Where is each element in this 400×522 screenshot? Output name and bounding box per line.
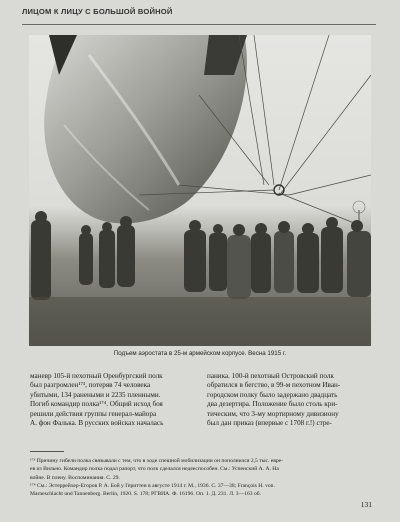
soldier-group (31, 211, 371, 300)
balloon-photograph (29, 35, 371, 346)
body-line: убитыми, 134 ранеными и 2235 пленными. (30, 390, 161, 399)
field-ground (29, 297, 371, 346)
body-line: был разгромлен¹⁷³, потеряв 74 человека (30, 381, 151, 390)
balloon-envelope (44, 35, 247, 223)
body-line: решили действия группы генерал-майора (30, 409, 157, 418)
body-line: городском полку было задержано двадцать (207, 390, 338, 399)
footnote-line: ев из Вильно. Командир полка подал рапорт, что полк сделался недееспособен. См.: Успенский А. А. На (30, 466, 279, 473)
footnotes (30, 457, 372, 498)
body-line: два дезертира. Положение было столь кри- (207, 400, 338, 409)
body-line: тическим, что 3-му мортирному дивизиону (207, 409, 339, 418)
body-column-left (30, 372, 193, 428)
body-column-right (207, 372, 370, 428)
body-line: Погиб командир полка¹⁷⁴. Общий исход боя (30, 400, 163, 409)
balloon-photo-illustration (29, 35, 371, 346)
page-number: 131 (360, 500, 372, 509)
header-rule (22, 24, 376, 25)
body-line: обратился в бегство, в 99-м пехотном Иван- (207, 381, 341, 390)
body-line: А. фон Фалька. В русских войсках началась (30, 419, 164, 428)
body-line: маневр 105-й пехотный Оренбургский полк (30, 372, 163, 380)
footnote-line: Marneschlacht und Tannenberg. Berlin, 1920. S. 178; РГВИА. Ф. 16196. Оп. 1. Д. 231. Л. 3—163 об. (30, 491, 262, 498)
running-header: ЛИЦОМ К ЛИЦУ С БОЛЬШОЙ ВОЙНОЙ (22, 7, 173, 16)
body-line: был дан приказ (впервые с 1708 г.!) стре- (207, 419, 332, 428)
body-line: паника. 100-й пехотный Островский полк (207, 372, 334, 380)
footnote-rule (30, 451, 64, 452)
footnote-line: войне. В плену. Воспоминания. С. 29. (30, 474, 120, 481)
footnote-line: ¹⁷³ Причину гибели полка связывали с тем, что в ходе спешной мобилизации он пополнился 2,5 тыс. евре- (30, 458, 284, 464)
footnote-line: ¹⁷⁴ См.: Эстеррейхер-Егоров Р. А. Бой у Гериттен в августе 1914 г. М., 1936. С. 37—38; François H. von. (30, 482, 275, 489)
photo-caption: Подъем аэростата в 25-м армейском корпусе. Весна 1915 г. (113, 350, 287, 357)
